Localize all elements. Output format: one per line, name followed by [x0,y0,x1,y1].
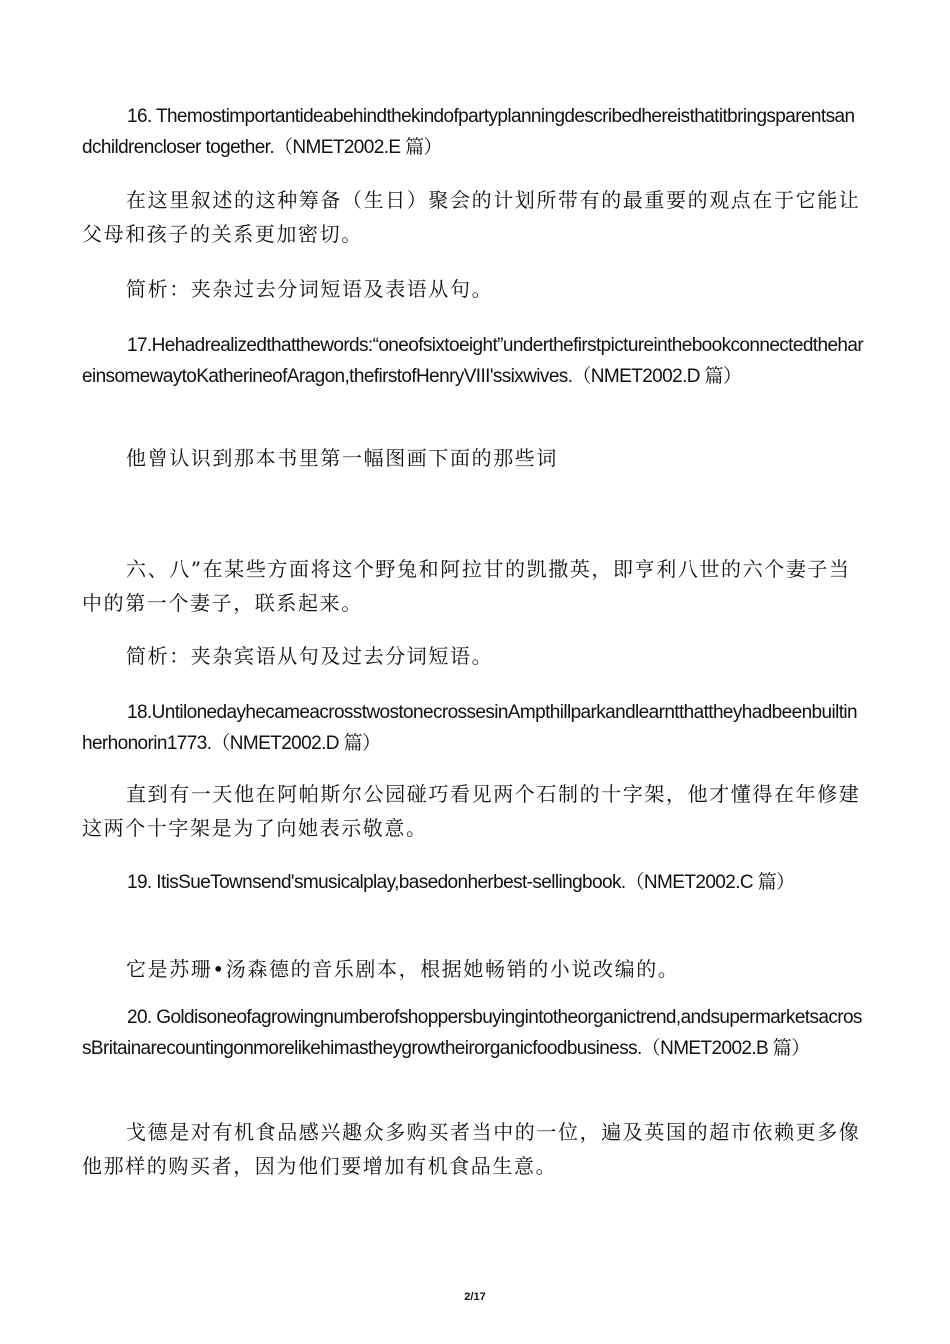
sentence-20-translation: 戈德是对有机食品感兴趣众多购买者当中的一位，遍及英国的超市依赖更多像他那样的购买者，因为他们要增加有机食品生意。 [82,1120,861,1178]
sentence-16-translation: 在这里叙述的这种筹备（生日）聚会的计划所带有的最重要的观点在于它能让父母和孩子的关系更加密切。 [82,188,861,246]
sentence-19-translation: 它是苏珊•汤森德的音乐剧本，根据她畅销的小说改编的。 [126,957,680,981]
page-number: 2/17 [464,1291,486,1303]
sentence-20-english: 20. Goldisoneofagrowingnumberofshoppersbuyingintotheorganictrend,andsupermarketsacrossBritainarecountingonmorelikehimastheygrowtheirorganicfoodbusiness.（NMET2002.B 篇） [82,1007,862,1059]
sentence-18-english: 18.UntilonedayhecameacrosstwostonecrossesinAmpthillparkandlearntthattheyhadbeenbuiltinherhonorin1773.（NMET2002.D 篇） [82,702,857,754]
sentence-17-translation: 他曾认识到那本书里第一幅图画下面的那些词 [126,446,558,470]
sentence-17-analysis: 简析：夹杂宾语从句及过去分词短语。 [126,644,494,668]
sentence-19-english: 19. ItisSueTownsend'smusicalplay,basedonherbest-sellingbook.（NMET2002.C 篇） [127,872,795,893]
sentence-16-english: 16. Themostimportantideabehindthekindofpartyplanningdescribedhereisthatitbringsparentsandchildrencloser together.（NMET2002.E 篇） [82,106,855,158]
sentence-18-translation: 直到有一天他在阿帕斯尔公园碰巧看见两个石制的十字架，他才懂得在年修建这两个十字架是为了向她表示敬意。 [82,782,861,840]
sentence-17-english: 17.Hehadrealizedthatthewords:“oneofsixtoeight”underthefirstpictureinthebookconnectedthehareinsomewaytoKatherineofAragon,thefirstofHenryVIII'ssixwives.（NMET2002.D 篇） [82,335,864,387]
sentence-16-analysis: 简析：夹杂过去分词短语及表语从句。 [126,277,494,301]
sentence-17-translation-continued: 六、八”在某些方面将这个野兔和阿拉甘的凯撒英，即亨利八世的六个妻子当中的第一个妻子，联系起来。 [82,557,851,615]
